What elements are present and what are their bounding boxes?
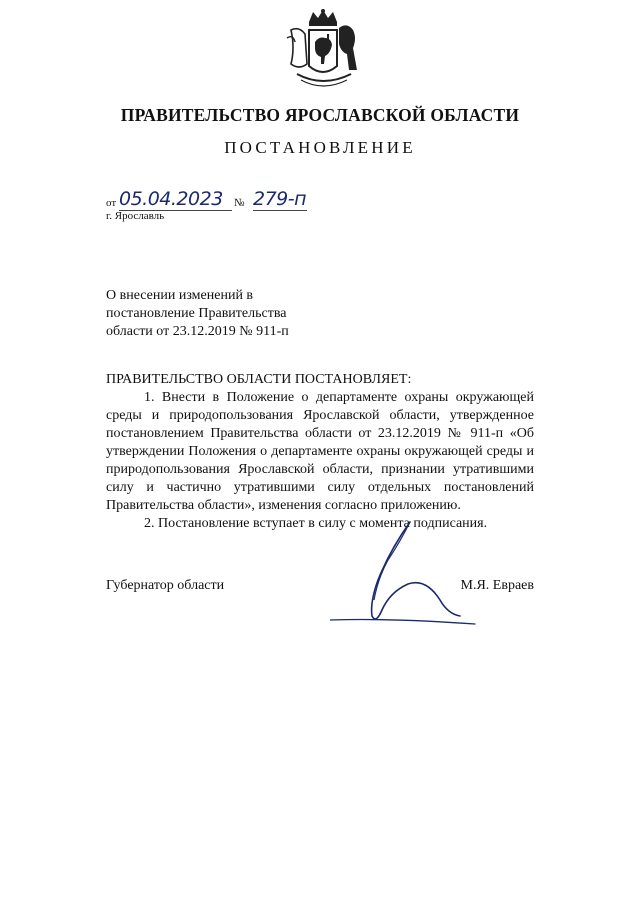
date-prefix: от [106,197,117,209]
subject-line: постановление Правительства [106,306,287,321]
handwritten-number: 279-п [253,188,307,210]
organization-title: ПРАВИТЕЛЬСТВО ЯРОСЛАВСКОЙ ОБЛАСТИ [120,105,520,125]
coat-of-arms-emblem [277,8,369,94]
paragraph-item-2: 2. Постановление вступает в силу с момента подписания. [144,516,488,531]
subject-line: области от 23.12.2019 № 911-п [106,324,289,339]
city-label: г. Ярославль [106,210,165,222]
handwritten-signature [330,520,480,630]
document-subject [106,287,366,341]
document-body [106,371,534,533]
handwritten-date: 05.04.2023 [119,188,223,210]
signatory-name: М.Я. Евраев [460,578,534,593]
number-prefix: № [234,197,245,209]
subject-line: О внесении изменений в [106,288,254,303]
preamble: ПРАВИТЕЛЬСТВО ОБЛАСТИ ПОСТАНОВЛЯЕТ: [106,372,412,387]
paragraph-item-1: 1. Внести в Положение о департаменте охраны окружающей среды и природопользования Ярославской области, утвержденное постановлением Правительства области от 23.12.2019 № 911-п «Об утверждении Положения о департаменте охраны окружающей среды и природопользования Ярославской области, признании утратившими силу и частично утратившими силу отдельных постановлений Правительства области», изменения согласно приложению. [106,390,534,513]
signatory-position: Губернатор области [106,578,225,593]
document-type: ПОСТАНОВЛЕНИЕ [224,138,416,157]
